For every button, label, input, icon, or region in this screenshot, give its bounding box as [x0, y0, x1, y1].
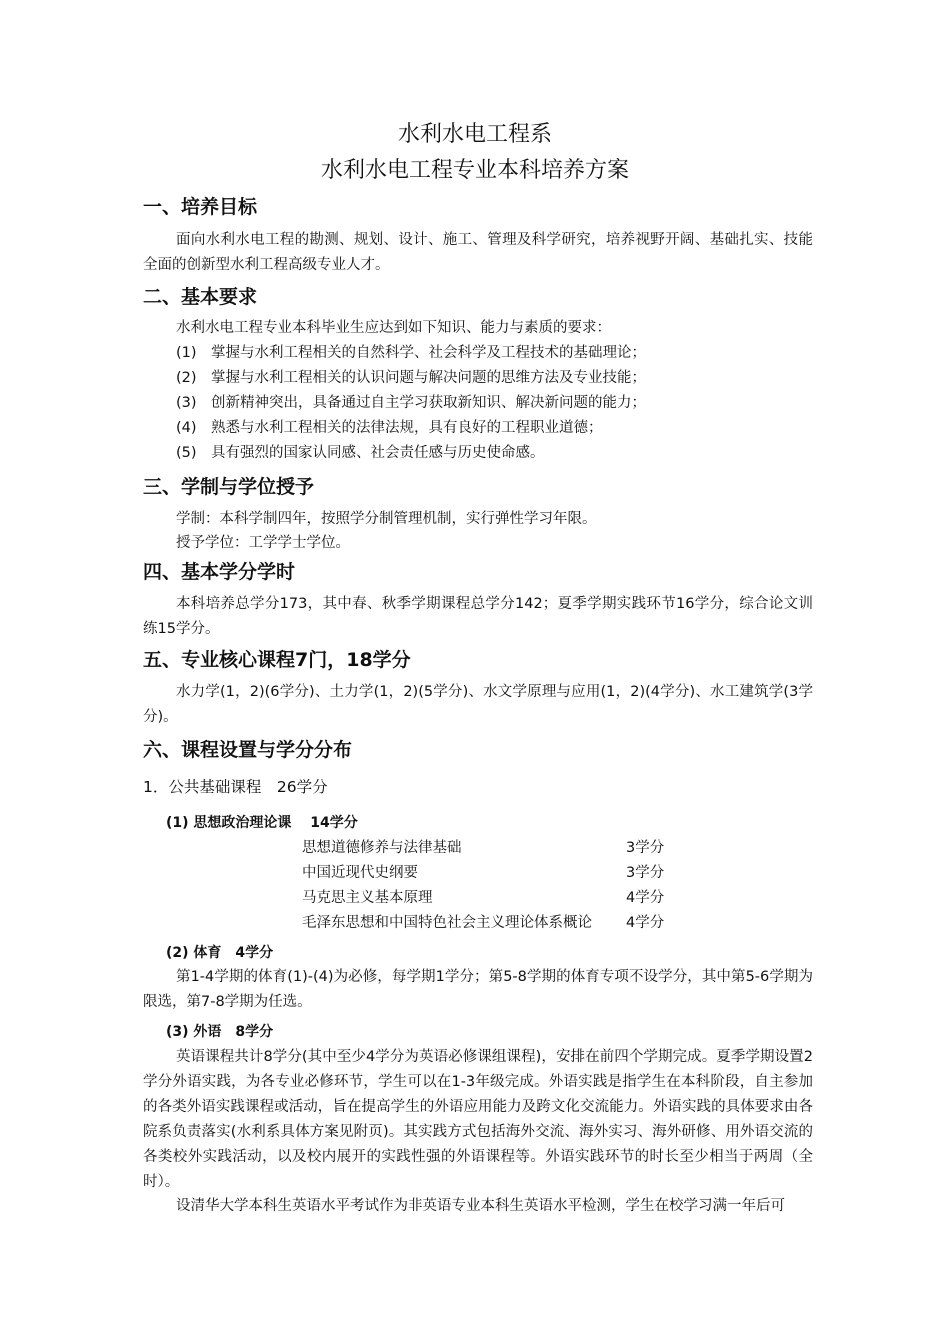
course-name: 马克思主义基本原理	[302, 890, 433, 906]
core-courses-paragraph: 水力学(1，2)(6学分)、土力学(1，2)(5学分)、水文学原理与应用(1，2)(4学分)、水工建筑学(3学分)。	[143, 684, 813, 725]
public-courses-heading: 1．公共基础课程 26学分	[143, 778, 328, 796]
section-heading-requirements: 二、基本要求	[143, 286, 258, 308]
course-name: 毛泽东思想和中国特色社会主义理论体系概论	[302, 915, 592, 931]
course-credit: 4学分	[626, 915, 665, 931]
degree-awarded: 授予学位：工学学士学位。	[176, 535, 350, 551]
requirements-intro: 水利水电工程专业本科毕业生应达到如下知识、能力与素质的要求：	[176, 320, 611, 336]
course-credit: 3学分	[626, 865, 665, 881]
section-heading-degree: 三、学制与学位授予	[143, 476, 315, 498]
course-credit: 4学分	[626, 890, 665, 906]
pe-heading: (2) 体育 4学分	[166, 945, 274, 961]
course-name: 思想道德修养与法律基础	[302, 840, 462, 856]
requirement-item: (3) 创新精神突出，具备通过自主学习获取新知识、解决新问题的能力；	[176, 395, 647, 411]
page-title: 水利水电工程专业本科培养方案	[320, 158, 629, 183]
requirement-item: (2) 掌握与水利工程相关的认识问题与解决问题的思维方法及专业技能；	[176, 370, 647, 386]
section-heading-curriculum: 六、课程设置与学分分布	[143, 739, 353, 761]
course-credit: 3学分	[626, 840, 665, 856]
english-test-paragraph: 设清华大学本科生英语水平考试作为非英语专业本科生英语水平检测，学生在校学习满一年后可	[176, 1198, 785, 1214]
course-name: 中国近现代史纲要	[302, 865, 418, 881]
pe-paragraph: 第1-4学期的体育(1)-(4)为必修，每学期1学分；第5-8学期的体育专项不设学分，其中第5-6学期为限选，第7-8学期为任选。	[143, 969, 813, 1010]
department-title: 水利水电工程系	[397, 122, 552, 147]
foreign-language-heading: (3) 外语 8学分	[166, 1024, 274, 1040]
objective-paragraph: 面向水利水电工程的勘测、规划、设计、施工、管理及科学研究，培养视野开阔、基础扎实、技能全面的创新型水利工程高级专业人才。	[143, 232, 813, 273]
section-heading-objective: 一、培养目标	[143, 196, 258, 218]
requirement-item: (1) 掌握与水利工程相关的自然科学、社会科学及工程技术的基础理论；	[176, 345, 647, 361]
section-heading-core-courses: 五、专业核心课程7门，18学分	[143, 649, 411, 671]
political-theory-heading: (1) 思想政治理论课 14学分	[166, 815, 358, 831]
requirement-item: (4) 熟悉与水利工程相关的法律法规，具有良好的工程职业道德；	[176, 420, 603, 436]
requirement-item: (5) 具有强烈的国家认同感、社会责任感与历史使命感。	[176, 445, 545, 461]
credits-paragraph: 本科培养总学分173，其中春、秋季学期课程总学分142；夏季学期实践环节16学分，综合论文训练15学分。	[143, 596, 813, 637]
degree-duration: 学制：本科学制四年，按照学分制管理机制，实行弹性学习年限。	[176, 511, 597, 527]
foreign-language-paragraph: 英语课程共计8学分(其中至少4学分为英语必修课组课程)，安排在前四个学期完成。夏季学期设置2学分外语实践，为各专业必修环节，学生可以在1-3年级完成。外语实践是指学生在本科阶段，自主参加的各类外语实践课程或活动，旨在提高学生的外语应用能力及跨文化交流能力。外语实践的具体要求由各院系负责落实(水利系具体方案见附页)。其实践方式包括海外交流、海外实习、海外研修、用外语交流的各类校外实践活动，以及校内展开的实践性强的外语课程等。外语实践环节的时长至少相当于两周（全时）。	[143, 1049, 813, 1190]
section-heading-credits: 四、基本学分学时	[143, 561, 296, 583]
